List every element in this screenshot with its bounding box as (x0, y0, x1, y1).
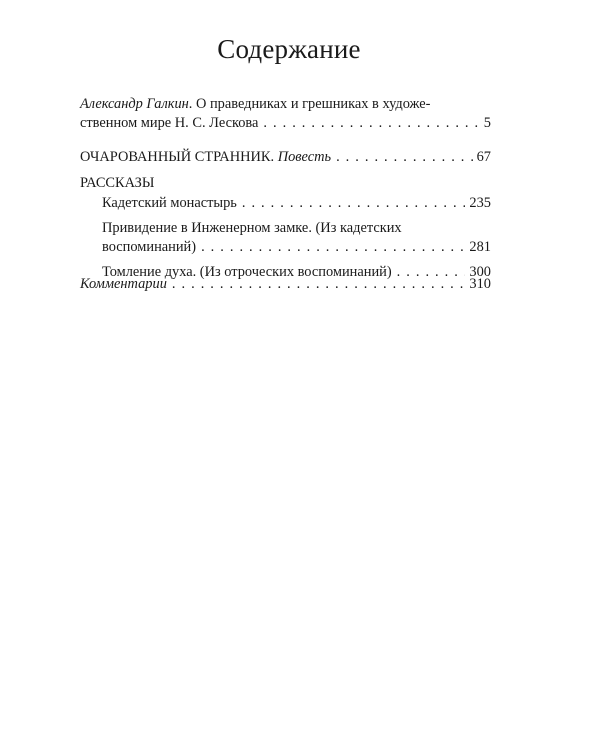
toc-entry-intro-line1 (80, 95, 491, 114)
toc-story-title: Кадетский монастырь (102, 195, 237, 211)
toc-entry-intro (80, 95, 491, 133)
toc-page-number: 281 (469, 239, 491, 255)
toc-commentary-title: Комментарии (80, 276, 167, 292)
toc-story-item (80, 194, 491, 213)
toc-story-title: Привидение в Инженерном замке. (Из кадетских (102, 220, 402, 236)
toc-leader-dots (242, 194, 466, 213)
toc-entry-intro-title-part2: ственном мире Н. С. Лескова (80, 115, 259, 131)
page-title: Содержание (217, 34, 361, 64)
toc-story-title: Томление духа. (Из отроческих воспоминаний) (102, 264, 392, 280)
toc-page-number: 67 (476, 149, 491, 165)
toc-page-number: 310 (469, 276, 491, 292)
toc-entry-novel (80, 148, 491, 167)
toc-leader-dots (201, 238, 465, 257)
toc-page-number: 5 (483, 115, 491, 131)
toc-section-stories (80, 174, 491, 282)
toc-novel-genre: Повесть (277, 149, 332, 165)
toc-story-item (80, 219, 491, 257)
toc-leader-dots (336, 148, 473, 167)
toc-entry-intro-line2 (80, 114, 491, 133)
toc-leader-dots (172, 275, 466, 294)
toc-entry-commentary (80, 275, 491, 294)
toc-leader-dots (263, 114, 479, 133)
toc-section-heading: РАССКАЗЫ (80, 175, 155, 191)
toc-entry-intro-title-part1: . О праведниках и грешниках в художе- (188, 96, 431, 112)
toc-page-number: 235 (469, 195, 491, 211)
toc-author-name: Александр Галкин (80, 96, 189, 112)
toc-page-number: 300 (469, 264, 491, 280)
toc-novel-title: ОЧАРОВАННЫЙ СТРАННИК. (80, 149, 275, 165)
toc-story-title-cont: воспоминаний) (102, 239, 197, 255)
